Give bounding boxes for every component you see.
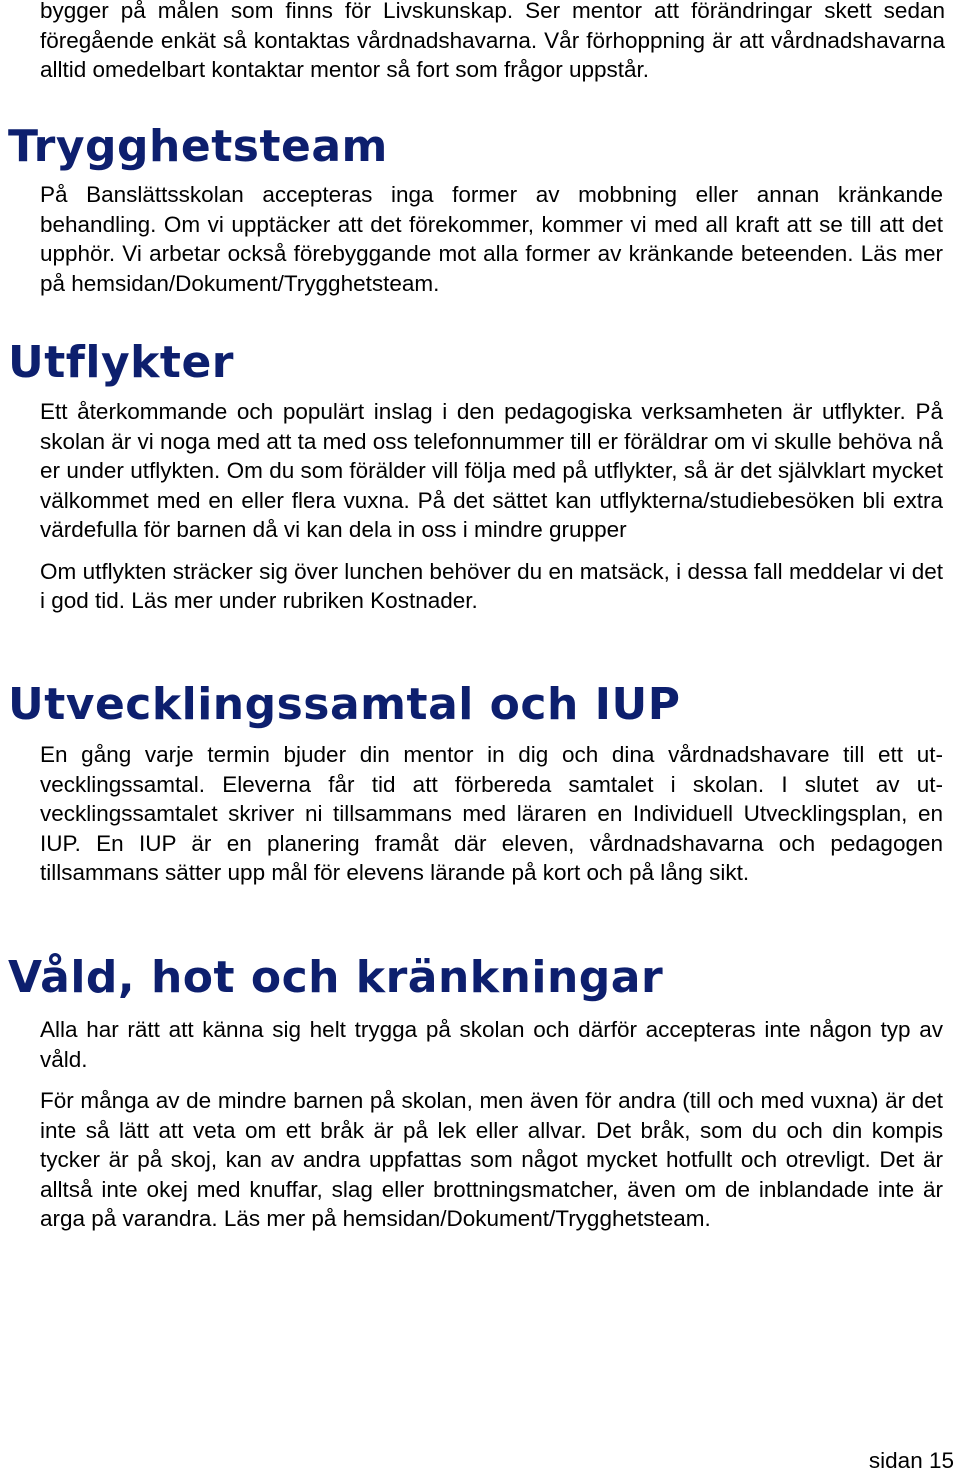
intro-paragraph: bygger på målen som finns för Livskunskap. Ser mentor att förändringar skett sedan föregående enkät så kontaktas vårdnadshavarna. Vår förhoppning är att vårdnadshavarna alltid omedelbart kontaktar mentor så fort som frågor uppstår. [40, 0, 945, 82]
heading-trygghetsteam: Trygghetsteam [8, 121, 388, 172]
paragraph: En gång varje termin bjuder din mentor in dig och dina vårdnadshavare till ett utvecklingssamtal. Eleverna får tid att förbereda samtalet i skolan. I slutet av utvecklingssamtalet skriver ni tillsammans med läraren en Individuell Utvecklingsplan, en IUP. En IUP är en planering framåt där eleven, vårdnadshavarna och pedagogen tillsammans sätter upp mål för elevens lärande på kort och på lång sikt. [40, 742, 943, 885]
paragraph: Om utflykten sträcker sig över lunchen behöver du en matsäck, i dessa fall meddelar vi det i god tid. Läs mer under rubriken Kostnader. [40, 558, 943, 613]
page-number: sidan 15 [868, 1448, 954, 1473]
section-trygghetsteam-body [40, 180, 943, 298]
paragraph: Alla har rätt att känna sig helt trygga på skolan och därför accepteras inte någon typ av våld. [40, 1017, 943, 1072]
paragraph: Ett återkommande och populärt inslag i den pedagogiska verksamheten är utflykter. På skolan är vi noga med att ta med oss telefonnummer till er föräldrar om vi skulle behöva nå er under utflykten. Om du som förälder vill följa med på utflykter, så är det självklart mycket välkommet med en eller flera vuxna. På det sättet kan utflykterna/studiebesöken bli extra värdefulla för barnen då vi kan dela in oss i mindre grupper [40, 399, 943, 542]
paragraph: På Banslättsskolan accepteras inga former av mobbning eller annan kränkande behandling. Om vi upptäcker att det förekommer, kommer vi med all kraft att se till att det upphör. Vi arbetar också förebyggande mot alla former av kränkande beteenden. Läs mer på hemsidan/Dokument/Trygghetsteam. [40, 182, 943, 296]
heading-utflykter: Utflykter [8, 337, 235, 388]
heading-vald-hot-krankningar: Våld, hot och kränkningar [8, 952, 664, 1003]
section-utvecklingssamtal-body [40, 740, 943, 888]
heading-utvecklingssamtal: Utvecklingssamtal och IUP [8, 679, 681, 730]
paragraph: För många av de mindre barnen på skolan, men även för andra (till och med vuxna) är det inte så lätt att veta om ett bråk är på lek eller allvar. Det bråk, som du och din kompis tycker är på skoj, kan av andra uppfattas som något mycket hotfullt och otrevligt. Det är alltså inte okej med knuffar, slag eller brottningsmatcher, även om de inblandade inte är arga på varandra. Läs mer på hemsidan/Dokument/Trygghetsteam. [40, 1088, 943, 1231]
section-vald-body [40, 1015, 943, 1234]
section-utflykter-body [40, 397, 943, 616]
